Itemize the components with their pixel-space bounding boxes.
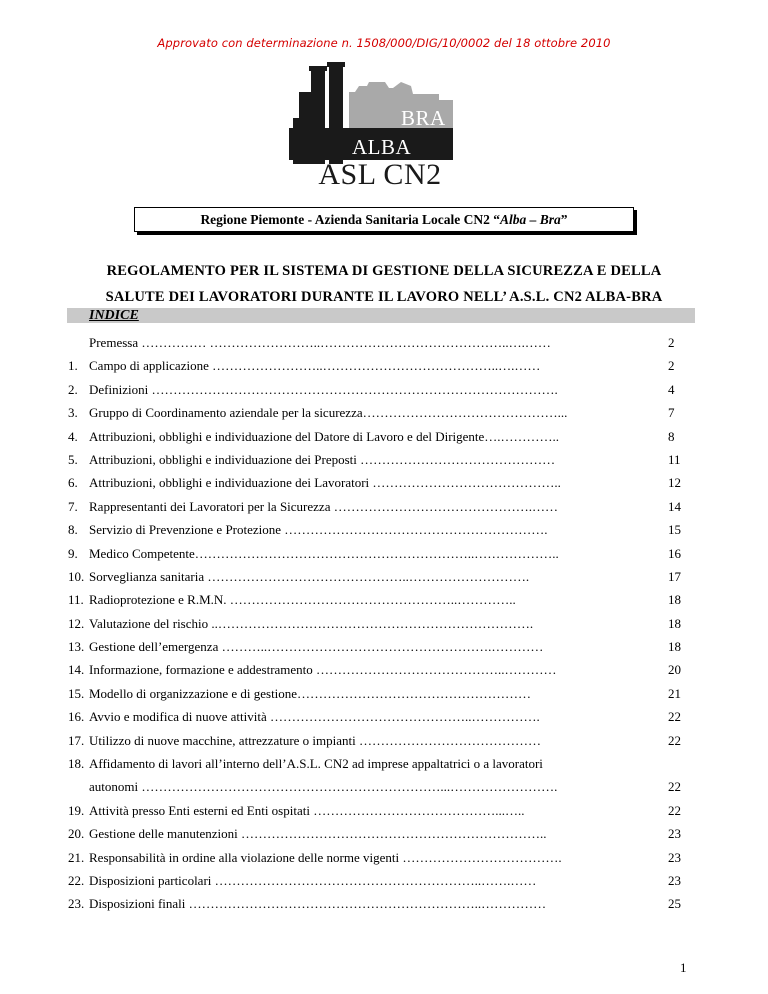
toc-text: Attribuzioni, obblighi e individuazione del Datore di Lavoro e del Dirigente….………….. bbox=[89, 428, 560, 444]
toc-number: 9. bbox=[68, 545, 78, 561]
toc-number: 17. bbox=[68, 732, 85, 748]
toc-entry-18[interactable] bbox=[0, 752, 768, 799]
toc-entry-21[interactable] bbox=[0, 846, 768, 869]
toc-entry-4[interactable] bbox=[0, 425, 768, 448]
toc-page: 22 bbox=[668, 802, 681, 818]
toc-entry-8[interactable] bbox=[0, 518, 768, 541]
toc-number: 20. bbox=[68, 826, 85, 842]
toc-number: 19. bbox=[68, 802, 85, 818]
toc-entry-10[interactable] bbox=[0, 565, 768, 588]
toc-number: 4. bbox=[68, 428, 78, 444]
toc-text: Attribuzioni, obblighi e individuazione dei Lavoratori …………………………………….. bbox=[89, 475, 561, 491]
toc-entry-premessa[interactable] bbox=[0, 331, 768, 354]
toc-entry-7[interactable] bbox=[0, 495, 768, 518]
toc-number: 6. bbox=[68, 475, 78, 491]
toc-number: 15. bbox=[68, 685, 85, 701]
table-of-contents bbox=[0, 331, 768, 916]
toc-page: 22 bbox=[668, 709, 681, 725]
toc-page: 11 bbox=[668, 451, 681, 467]
toc-text: Sorveglianza sanitaria ………………………………………..………………………. bbox=[89, 568, 530, 584]
asl-cn2-logo bbox=[289, 62, 465, 192]
toc-entry-5[interactable] bbox=[0, 448, 768, 471]
toc-page: 4 bbox=[668, 381, 675, 397]
toc-entry-15[interactable] bbox=[0, 682, 768, 705]
toc-text: Modello di organizzazione e di gestione……………………………………………… bbox=[89, 685, 532, 701]
toc-page: 22 bbox=[668, 779, 681, 795]
toc-text: Utilizzo di nuove macchine, attrezzature o impianti …………………………………… bbox=[89, 732, 542, 748]
page-number: 1 bbox=[680, 960, 687, 975]
toc-page: 23 bbox=[668, 826, 681, 842]
region-box-suffix: ” bbox=[560, 212, 568, 227]
toc-page: 17 bbox=[668, 568, 681, 584]
toc-number: 16. bbox=[68, 709, 85, 725]
title-line-2: SALUTE DEI LAVORATORI DURANTE IL LAVORO NELL’ A.S.L. CN2 ALBA-BRA bbox=[105, 289, 663, 305]
toc-page: 14 bbox=[668, 498, 681, 514]
toc-entry-22[interactable] bbox=[0, 869, 768, 892]
toc-text: Gestione dell’emergenza ………..…………………………………………….………… bbox=[89, 639, 544, 655]
toc-entry-23[interactable] bbox=[0, 892, 768, 915]
toc-text: Rappresentanti dei Lavoratori per la Sicurezza ……………………………………….…… bbox=[89, 498, 558, 514]
index-header-bar bbox=[67, 308, 695, 323]
toc-text: Informazione, formazione e addestramento ……………………………………..………… bbox=[89, 662, 557, 678]
region-box-prefix: Regione Piemonte - Azienda Sanitaria Locale CN2 “ bbox=[200, 212, 501, 227]
toc-number: 10. bbox=[68, 568, 85, 584]
toc-page: 18 bbox=[668, 592, 681, 608]
toc-number: 11. bbox=[68, 592, 84, 608]
title-line-1: REGOLAMENTO PER IL SISTEMA DI GESTIONE DELLA SICUREZZA E DELLA bbox=[106, 263, 662, 279]
toc-page: 7 bbox=[668, 405, 675, 421]
region-box bbox=[134, 207, 634, 232]
toc-text-line-1: Affidamento di lavori all’interno dell’A.S.L. CN2 ad imprese appaltatrici o a lavoratori bbox=[89, 756, 543, 772]
toc-entry-2[interactable] bbox=[0, 378, 768, 401]
toc-entry-1[interactable] bbox=[0, 354, 768, 377]
toc-text: Premessa …………… ……………………..……………………………………..….…… bbox=[89, 335, 551, 350]
toc-entry-19[interactable] bbox=[0, 799, 768, 822]
toc-text: Medico Competente………………………………………………………..……………….. bbox=[89, 545, 559, 561]
toc-text: Radioprotezione e R.M.N. ……………………………………………..………….. bbox=[89, 592, 516, 608]
toc-number: 18. bbox=[68, 756, 85, 772]
toc-number: 8. bbox=[68, 522, 78, 538]
document-title bbox=[40, 258, 728, 310]
toc-page: 25 bbox=[668, 896, 681, 912]
logo-text-alba: ALBA bbox=[352, 135, 412, 159]
toc-entry-16[interactable] bbox=[0, 705, 768, 728]
toc-page: 18 bbox=[668, 639, 681, 655]
toc-text: Campo di applicazione ……………………..…………………………………..….…… bbox=[89, 358, 541, 374]
toc-page: 12 bbox=[668, 475, 681, 491]
toc-entry-3[interactable] bbox=[0, 401, 768, 424]
toc-entry-12[interactable] bbox=[0, 612, 768, 635]
logo-text-bra: BRA bbox=[401, 106, 446, 130]
toc-entry-17[interactable] bbox=[0, 729, 768, 752]
toc-number: 2. bbox=[68, 381, 78, 397]
region-box-italic: Alba – Bra bbox=[500, 212, 561, 227]
toc-number: 1. bbox=[68, 358, 78, 374]
approval-note: Approvato con determinazione n. 1508/000/DIG/10/0002 del 18 ottobre 2010 bbox=[157, 36, 611, 50]
toc-text: Disposizioni finali …………………………………………………………..…………… bbox=[89, 896, 547, 912]
toc-number: 14. bbox=[68, 662, 85, 678]
toc-page: 16 bbox=[668, 545, 681, 561]
toc-number: 5. bbox=[68, 451, 78, 467]
toc-page: 22 bbox=[668, 732, 681, 748]
toc-page: 20 bbox=[668, 662, 681, 678]
toc-page: 23 bbox=[668, 849, 681, 865]
toc-page: 8 bbox=[668, 428, 675, 444]
toc-entry-9[interactable] bbox=[0, 542, 768, 565]
toc-text: Servizio di Prevenzione e Protezione ……………………………………………………. bbox=[89, 522, 548, 538]
toc-number: 13. bbox=[68, 639, 85, 655]
toc-page: 15 bbox=[668, 522, 681, 538]
toc-number: 21. bbox=[68, 849, 85, 865]
logo-text-asl-cn2: ASL CN2 bbox=[318, 158, 442, 191]
toc-text: Attribuzioni, obblighi e individuazione dei Preposti ……………………………………… bbox=[89, 451, 556, 467]
toc-entry-11[interactable] bbox=[0, 588, 768, 611]
toc-text bbox=[89, 752, 557, 799]
toc-text: Definizioni …………………………………………………………………………………. bbox=[89, 381, 558, 397]
toc-text: Attività presso Enti esterni ed Enti ospitati ……………………………………...….. bbox=[89, 802, 525, 818]
toc-page: 2 bbox=[668, 358, 675, 374]
toc-text: Gruppo di Coordinamento aziendale per la sicurezza………………………………………... bbox=[89, 405, 568, 421]
toc-text: Gestione delle manutenzioni …………………………………………………………….. bbox=[89, 826, 547, 842]
toc-entry-20[interactable] bbox=[0, 822, 768, 845]
toc-entry-6[interactable] bbox=[0, 471, 768, 494]
toc-page: 2 bbox=[668, 335, 675, 350]
toc-text: Disposizioni particolari ……………………………………………………..…….…… bbox=[89, 873, 537, 888]
toc-text: Responsabilità in ordine alla violazione delle norme vigenti ………………………………. bbox=[89, 849, 562, 865]
toc-number: 3. bbox=[68, 405, 78, 421]
toc-number: 7. bbox=[68, 498, 78, 514]
toc-number: 23. bbox=[68, 896, 85, 912]
toc-page: 21 bbox=[668, 685, 681, 701]
toc-page: 23 bbox=[668, 873, 681, 888]
toc-text-line-2: autonomi ……………………………………………………………...……………………. bbox=[89, 779, 558, 795]
toc-page: 18 bbox=[668, 615, 681, 631]
toc-number: 22. bbox=[68, 873, 85, 888]
index-label: INDICE bbox=[89, 308, 139, 323]
toc-entry-13[interactable] bbox=[0, 635, 768, 658]
toc-number: 12. bbox=[68, 615, 85, 631]
toc-text: Avvio e modifica di nuove attività ………………………………………..……………. bbox=[89, 709, 540, 725]
toc-text: Valutazione del rischio ..………………………………………………………………. bbox=[89, 615, 534, 631]
toc-entry-14[interactable] bbox=[0, 658, 768, 681]
